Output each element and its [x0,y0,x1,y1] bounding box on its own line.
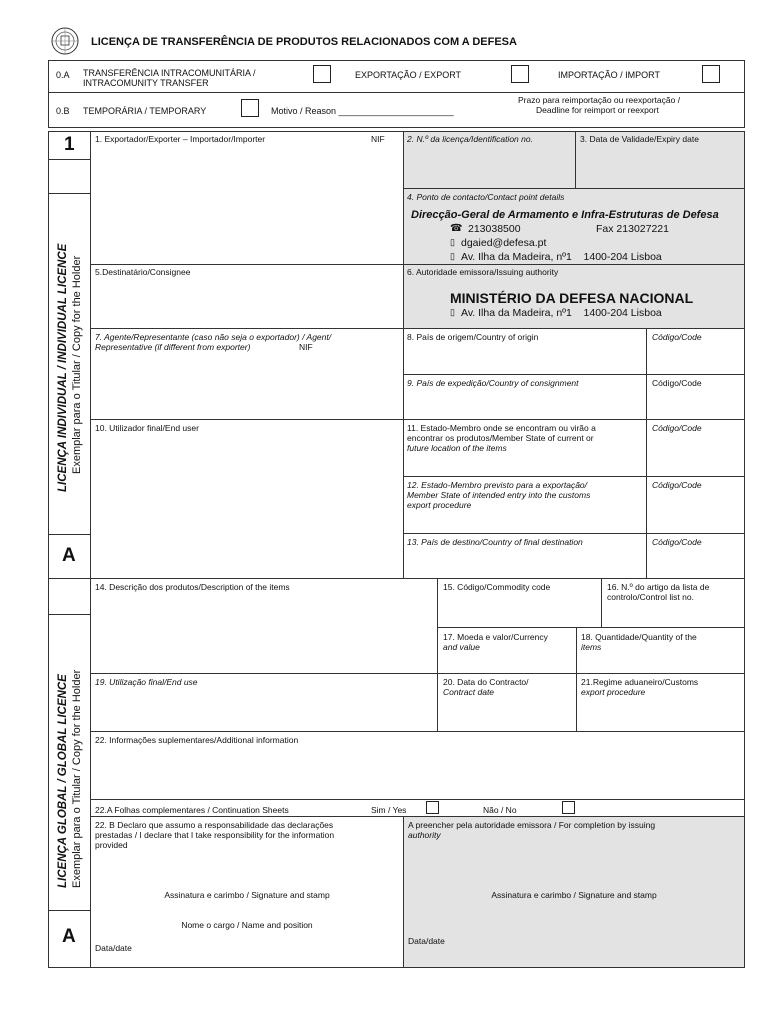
deadline-line-2: Deadline for reimport or reexport [536,105,659,115]
authority-name: MINISTÉRIO DA DEFESA NACIONAL [450,290,694,306]
coat-of-arms-icon [48,26,82,56]
authority-signature-label: Assinatura e carimbo / Signature and stamp [491,890,657,900]
authority-completion-label-1: A preencher pela autoridade emissora / For completion by issuing [408,820,656,830]
holder-date-label: Data/date [95,943,132,953]
quantity-label-2: items [581,642,602,652]
global-licence-title: LICENÇA GLOBAL / GLOBAL LICENCE [57,674,69,888]
country-consignment-label: 9. País de expedição/Country of consignment [407,378,579,388]
control-list-label-1: 16. N.º do artigo da lista de [607,582,710,592]
authority-completion-label-2: authority [408,830,441,840]
section-letter-a-1: A [62,545,76,566]
no-label: Não / No [483,805,517,815]
country-origin-label: 8. País de origem/Country of origin [407,332,539,342]
phone-icon: ☎ [450,223,463,234]
individual-licence-subtitle: Exemplar para o Titular / Copy for the Holder [71,255,83,474]
end-use-label: 19. Utilização final/End use [95,677,198,687]
issuing-authority-label: 6. Autoridade emissora/Issuing authority [407,267,559,277]
contract-date-label-2: Contract date [443,687,495,697]
export-state-label-1: 12. Estado-Membro previsto para a exportação/ [407,480,588,490]
declaration-line-1: 22. B Declaro que assumo a responsabilidade das declarações [95,820,334,830]
member-state-label-2: encontrar os produtos/Member State of current or [407,433,594,443]
quantity-label-1: 18. Quantidade/Quantity of the [581,632,697,642]
customs-label-2: export procedure [581,687,646,697]
code-label-12: Código/Code [652,480,702,490]
holder-signature-label: Assinatura e carimbo / Signature and stamp [164,890,330,900]
import-checkbox[interactable] [702,65,720,83]
intra-checkbox[interactable] [313,65,331,83]
contact-fax: Fax 213027221 [596,223,669,235]
customs-label-1: 21.Regime aduaneiro/Customs [581,677,699,687]
export-label: EXPORTAÇÃO / EXPORT [355,70,462,80]
authority-address-icon: ▯ [450,307,455,317]
code-label-13: Código/Code [652,537,702,547]
declaration-line-3: provided [95,840,128,850]
code-label-9: Código/Code [652,378,702,388]
export-checkbox[interactable] [511,65,529,83]
code-0b: 0.B [56,106,70,116]
export-state-label-2: Member State of intended entry into the customs [407,490,591,500]
contact-email: dgaied@defesa.pt [461,237,547,249]
agent-label-1: 7. Agente/Representante (caso não seja o exportador) / Agent/ [95,332,332,342]
contact-org: Direcção-Geral de Armamento e Infra-Estruturas de Defesa [411,209,719,221]
contact-phone: 213038500 [468,223,521,235]
email-icon: ▯ [450,237,455,247]
temporary-checkbox[interactable] [241,99,259,117]
import-label: IMPORTAÇÃO / IMPORT [558,70,661,80]
reason-field[interactable]: Motivo / Reason _______________________ [271,106,454,116]
declaration-line-2: prestadas / I declare that I take responsibility for the information [95,830,335,840]
deadline-line-1: Prazo para reimportação ou reexportação / [518,95,681,105]
code-label-11: Código/Code [652,423,702,433]
export-state-label-3: export procedure [407,500,472,510]
expiry-date-label: 3. Data de Validade/Expiry date [580,134,699,144]
exporter-nif-label: NIF [371,134,385,144]
authority-address: Av. Ilha da Madeira, nº1 1400-204 Lisboa [461,307,662,319]
section-letter-a-2: A [62,926,76,947]
licence-number-label: 2. N.º da licença/Identification no. [407,134,533,144]
additional-info-label: 22. Informações suplementares/Additional information [95,735,299,745]
intra-label: TRANSFERÊNCIA INTRACOMUNITÁRIA / INTRACOMUNITY TRANSFER [83,68,256,88]
agent-label-2: Representative (if different from exporter) [95,342,251,352]
address-icon: ▯ [450,251,455,261]
authority-date-label: Data/date [408,936,445,946]
contact-address: Av. Ilha da Madeira, nº1 1400-204 Lisboa [461,251,662,263]
yes-label: Sim / Yes [371,805,407,815]
currency-label-2: and value [443,642,480,652]
currency-label-1: 17. Moeda e valor/Currency [443,632,548,642]
continuation-sheets-label: 22.A Folhas complementares / Continuation Sheets [95,805,289,815]
destination-label: 13. País de destino/Country of final destination [407,537,583,547]
consignee-label: 5.Destinatário/Consignee [95,267,191,277]
individual-licence-title: LICENÇA INDIVIDUAL / INDIVIDUAL LICENCE [57,243,69,492]
agent-nif-label: NIF [299,342,313,352]
name-position-label: Nome o cargo / Name and position [181,920,313,930]
page-title: LICENÇA DE TRANSFERÊNCIA DE PRODUTOS RELACIONADOS COM A DEFESA [91,36,517,48]
commodity-code-label: 15. Código/Commodity code [443,582,551,592]
yes-checkbox[interactable] [426,801,439,814]
code-label-8: Código/Code [652,332,702,342]
member-state-label-3: future location of the items [407,443,507,453]
exporter-label: 1. Exportador/Exporter – Importador/Importer [95,134,266,144]
no-checkbox[interactable] [562,801,575,814]
end-user-label: 10. Utilizador final/End user [95,423,199,433]
section-number-1: 1 [64,134,75,155]
items-description-label: 14. Descrição dos produtos/Description of the items [95,582,290,592]
global-licence-subtitle: Exemplar para o Titular / Copy for the Holder [71,669,83,888]
member-state-label-1: 11. Estado-Membro onde se encontram ou virão a [407,423,596,433]
contact-point-label: 4. Ponto de contacto/Contact point details [407,192,565,202]
code-0a: 0.A [56,70,70,80]
contract-date-label-1: 20. Data do Contracto/ [443,677,529,687]
temporary-label: TEMPORÁRIA / TEMPORARY [83,106,207,116]
control-list-label-2: controlo/Control list no. [607,592,694,602]
